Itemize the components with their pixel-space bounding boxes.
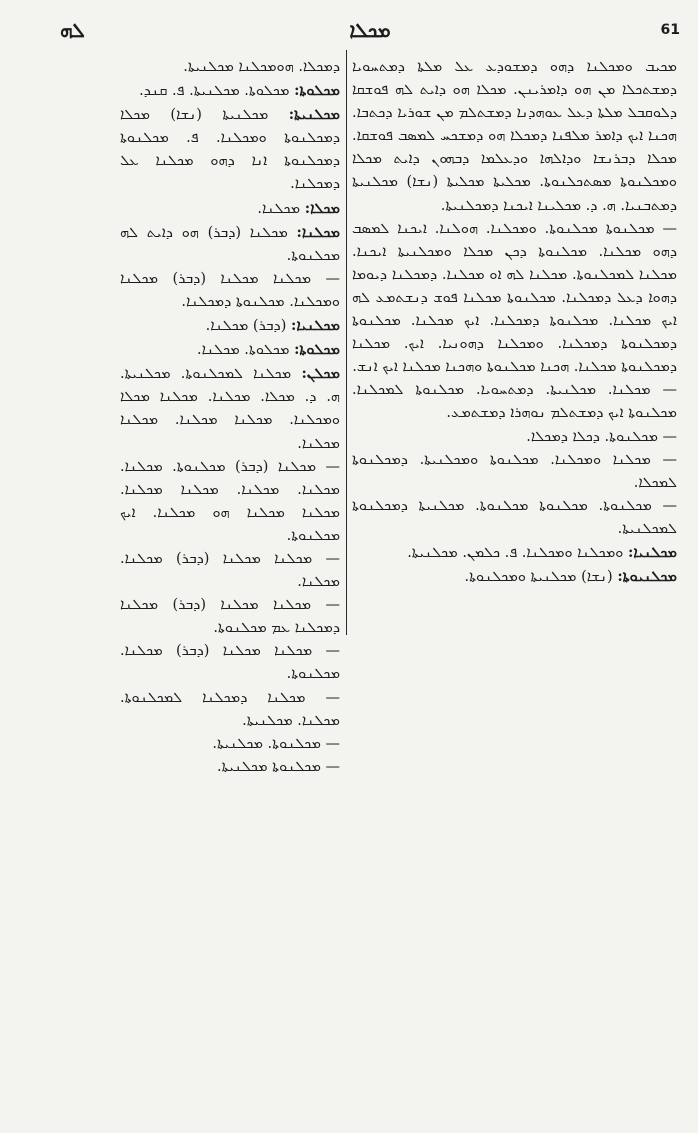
- entry-headword: ܡܟܠܢܝܘܬܐ:: [617, 568, 677, 586]
- dictionary-entry: [352, 56, 677, 218]
- entry-text: — ܡܟܠܢܐ (ܕܒܪ) ܡܟܠܢܘܬܐ. ܡܟܠܢܐ. ܡܟܠܢܐ. ܡܟܠܢܐ. ܡܟܠܢܐ ܡܟܠܢܐ. ܡܟܠܢܐ ܡܟܠܢܐ ܗܘ ܡܟܠܢܐ. ܐܝܟ ܡܟܠܢܘܬܐ.: [120, 458, 340, 544]
- entry-text: ܡܟܠܢܝܬܐ (ܢܫܐ) ܡܟܠܐ ܕܡܟܠܢܘܬܐ ܘܡܟܠܢܐ. ܦ. ܡܟܠܢܘܬܐ ܕܡܟܠܢܘܬܐ ܐܢܐ ܕܗܘ ܡܟܠܢܐ ܥܠ ܕܡܟܠܢܐ.: [120, 107, 340, 193]
- entry-text: — ܡܟܠܢܐ ܡܟܠܢܐ (ܕܒܪ) ܡܟܠܢܐ. ܡܟܠܢܘܬܐ.: [120, 643, 340, 683]
- entry-text: — ܡܟܠܢܘܬܐ. ܡܟܠܢܝܬܐ.: [212, 735, 340, 752]
- entry-text: — ܡܟܠܢܘܬܐ ܡܟܠܢܘܬܐ. ܘܡܟܠܢܐ. ܗܘܠܢܐ. ܐܝܟܢܐ ܠܡܣܒ ܕܗܘ ܡܟܠܢܐ. ܡܟܠܢܘܬܐ ܕܟܢ ܡܟܠܐ ܘܡܟܠܢܝܬܐ ܐܝܟܢܐ. ܡܟܠܢܐ ܠܡܟܠܢܘܬܐ. ܡܟܠܢܐ ܠܗ ܐܘ ܡܟܠܢܐ. ܕܡܟܠܢܐ ܕܝܘܡܐ ܕܗܘܐ ܕܥܠ ܕܡܟܠܢܐ. ܡܟܠܢܘܬܐ ܡܟܠܢܐ ܦܘܫ ܕܢܫܬܡܥ ܠܗ ܐܝܟ ܡܟܠܢܐ. ܡܟܠܢܘܬܐ ܕܡܟܠܢܐ. ܐܝܟ ܡܟܠܢܐ. ܡܟܠܢܘܬܐ ܕܡܟܠܢܘܬܐ ܕܡܟܠܢܐ. ܘܡܟܠܢܐ ܕܗܘܢܝܐ. ܐܝܟ. ܡܟܠܢܐ ܕܡܟܠܢܘܬܐ ܡܟܠܢܐ. ܗܟܢܐ ܡܟܠܢܘܬܐ ܘܗܟܢܐ ܡܟܠܢܐ ܐܝܟ ܐܢܫ.: [352, 220, 677, 376]
- right-column: [352, 56, 677, 589]
- dictionary-entry: [352, 541, 677, 565]
- entry-text: — ܡܟܠܢܐ ܡܟܠܢܐ (ܕܒܪ) ܡܟܠܢܐ ܕܡܟܠܢܐ ܥܡ ܡܟܠܢܘܬܐ.: [120, 597, 340, 637]
- entry-text: ܘܡܟܠܢܐ ܘܡܟܠܢܐ. ܦ. ܟܠܡܢ. ܡܟܠܢܝܬܐ.: [407, 544, 628, 561]
- dictionary-entry: [120, 733, 340, 756]
- entry-text: — ܡܟܠܢܘܬܐ. ܕܟܠܐ ܕܡܟܠܐ.: [526, 428, 677, 445]
- entry-headword: ܡܟܠܢܝܐ:: [290, 317, 340, 335]
- entry-text: — ܡܟܠܢܐ ܘܡܟܠܢܐ. ܡܟܠܢܘܬܐ ܘܡܟܠܢܝܬܐ. ܕܡܟܠܢܘܬܐ ܠܡܟܠܐ.: [352, 451, 677, 491]
- entry-headword: ܡܟܠܘܬܐ:: [294, 82, 340, 100]
- page-number: 61: [660, 22, 680, 38]
- entry-text: ܕܡܟܠܐ. ܗܘܡܟܠܢܐ ܡܟܠܢܝܬܐ.: [183, 59, 340, 75]
- dictionary-entry: [352, 218, 677, 380]
- running-head: ܡܟܠܐ: [349, 18, 391, 42]
- entry-text: ܡܟܠܘܬܐ. ܡܟܠܢܝܬܐ. ܦ. ܩܢܕ.: [139, 83, 295, 100]
- dictionary-entry: [352, 495, 677, 541]
- dictionary-entry: [120, 687, 340, 733]
- entry-headword: ܡܟܠܢ:: [301, 365, 340, 383]
- dictionary-entry: [120, 640, 340, 686]
- entry-headword: ܡܟܠܢܝܐ:: [627, 543, 677, 561]
- entry-text: ܡܟܝܒ ܘܡܟܠܢܐ ܕܗܘ ܕܡܫܘܕܥ ܥܠ ܡܠܬܐ ܕܡܬܚܘܝܐ ܕܡܫܬܟܠܐ ܡܢ ܗܘ ܕܐܡܪܝܢܢ. ܡܟܠܐ ܗܘ ܕܐܝܬ ܠܗ ܦܘܫܩܐ ܕܠܘܩܒܠ ܡܠܬܐ ܕܥܠ ܥܘܗܕܢܐ ܕܡܫܬܠܡ ܡܢ ܫܘܪܝܐ ܕܟܬܒܐ. ܗܟܢܐ ܐܝܟ ܕܐܡܪ ܡܠܦܢܐ ܕܡܟܠܐ ܗܘ ܕܡܫܟܚ ܠܡܣܒ ܦܘܫܩܐ. ܡܟܠܐ ܕܒܪܢܫܐ ܘܕܐܠܗܐ ܘܕܥܠܡܐ ܕܒܗܘܢ ܕܐܝܬ ܡܟܠܐ ܘܡܟܠܢܘܬܐ ܡܣܬܟܠܢܘܬܐ. ܡܟܠܝܬܐ ܡܟܠܝܬܐ (ܢܫܐ) ܡܟܠܢܝܬܐ ܕܡܬܒܢܝܐ. ܗ. ܕ. ܡܟܠܝܢܐ ܐܝܟܢܐ ܕܡܟܠܢܝܬܐ.: [352, 59, 677, 214]
- entry-text: ܡܟܠܢܐ ܠܡܟܠܢܘܬܐ. ܡܟܠܢܝܬܐ. ܗ. ܕ. ܡܟܠܐ. ܡܟܠܢܐ. ܡܟܠܢܐ ܡܟܠܐ ܘܡܟܠܢܐ. ܡܟܠܢܐ ܡܟܠܢܐ. ܡܟܠܢܐ ܡܟܠܢܐ.: [120, 366, 340, 452]
- dictionary-entry: [352, 426, 677, 449]
- dictionary-entry: [352, 565, 677, 589]
- header-page-numeral: ܠܗ: [60, 18, 85, 42]
- entry-text: — ܡܟܠܢܐ ܡܟܠܢܐ (ܕܒܪ) ܡܟܠܢܐ ܘܡܟܠܢܐ. ܡܟܠܢܘܬܐ ܕܡܟܠܢܐ.: [120, 270, 340, 310]
- dictionary-entry: [120, 314, 340, 338]
- entry-text: ܡܟܠܘܬܐ. ܡܟܠܢܐ.: [196, 342, 295, 359]
- left-column: [120, 56, 340, 779]
- entry-text: (ܢܫܐ) ܡܟܠܢܝܬܐ ܘܡܟܠܢܘܬܐ.: [464, 569, 618, 586]
- dictionary-entry: [352, 379, 677, 425]
- dictionary-entry: [120, 756, 340, 779]
- dictionary-entry: [120, 79, 340, 103]
- entry-text: — ܡܟܠܢܐ ܡܟܠܢܐ (ܕܒܪ) ܡܟܠܢܐ. ܡܟܠܢܐ.: [120, 550, 340, 591]
- dictionary-entry: [120, 456, 340, 548]
- entry-text: ܡܟܠܢܐ (ܕܒܪ) ܗܘ ܕܐܝܬ ܠܗ ܡܟܠܢܘܬܐ.: [120, 224, 340, 264]
- dictionary-entry: [120, 56, 340, 79]
- entry-text: — ܡܟܠܢܘܬܐ ܡܟܠܢܝܬܐ.: [216, 758, 340, 775]
- entry-headword: ܡܟܠܢܝܬܐ:: [288, 106, 340, 124]
- page-header: [60, 18, 680, 48]
- column-divider: [346, 50, 347, 635]
- dictionary-entry: [120, 594, 340, 640]
- entry-headword: ܡܟܠܢܐ:: [296, 223, 340, 241]
- dictionary-entry: [352, 449, 677, 495]
- entry-text: (ܕܒܪ) ܡܟܠܢܐ.: [205, 318, 291, 335]
- entry-text: — ܡܟܠܢܐ ܕܡܟܠܢܐ ܠܡܟܠܢܘܬܐ. ܡܟܠܢܐ. ܡܟܠܢܝܬܐ.: [120, 689, 340, 729]
- entry-headword: ܡܟܠܐ:: [304, 199, 340, 217]
- dictionary-entry: [120, 338, 340, 362]
- dictionary-entry: [120, 197, 340, 221]
- entry-text: ܡܟܠܢܐ.: [257, 200, 305, 217]
- entry-headword: ܡܟܠܘܬܐ:: [294, 341, 340, 359]
- dictionary-entry: [120, 362, 340, 455]
- entry-text: — ܡܟܠܢܘܬܐ. ܡܟܠܢܘܬܐ ܡܟܠܢܘܬܐ. ܡܟܠܢܝܬܐ ܕܡܟܠܢܘܬܐ ܠܡܟܠܢܝܬܐ.: [352, 497, 677, 537]
- entry-text: — ܡܟܠܢܐ. ܡܟܠܢܝܬܐ. ܕܡܬܚܘܝܐ. ܡܟܠܢܘܬܐ ܠܡܟܠܢܐ. ܡܟܠܢܘܬܐ ܐܝܟ ܕܡܫܬܠܡ ܢܘܗܪܐ ܕܡܫܬܡܥ.: [352, 382, 677, 422]
- dictionary-entry: [120, 103, 340, 196]
- dictionary-entry: [120, 268, 340, 314]
- dictionary-entry: [120, 548, 340, 594]
- dictionary-entry: [120, 221, 340, 268]
